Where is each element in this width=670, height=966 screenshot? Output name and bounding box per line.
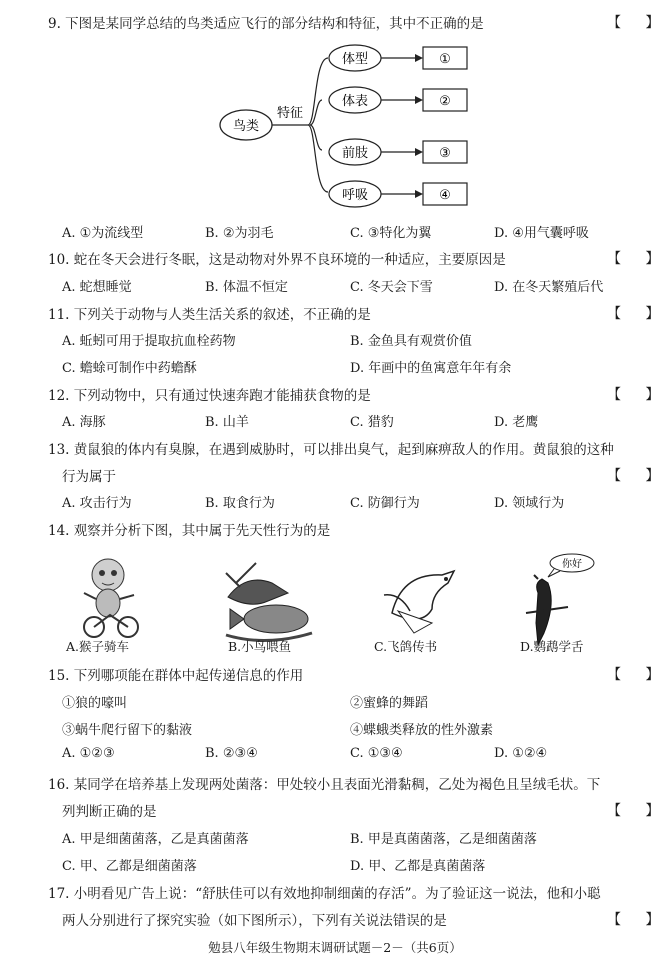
- q9-option-a: A. ①为流线型: [62, 226, 144, 241]
- q17-bracket: 【 】: [607, 912, 670, 928]
- box-2: ②: [439, 94, 451, 109]
- q11-stem: 11. 下列关于动物与人类生活关系的叙述，不正确的是: [48, 307, 371, 323]
- q17-stem-line2: 两人分别进行了探究实验（如下图所示），下列有关说法错误的是: [62, 913, 447, 929]
- page-footer: 勉县八年级生物期末调研试题－2－（共6页）: [208, 940, 462, 955]
- q14-stem: 14. 观察并分析下图，其中属于先天性行为的是: [48, 523, 331, 539]
- q16-stem-line2: 列判断正确的是: [62, 804, 157, 820]
- q15-option-b: B. ②③④: [205, 746, 258, 761]
- q13-option-a: A. 攻击行为: [62, 496, 132, 511]
- q9-option-b: B. ②为羽毛: [205, 226, 274, 241]
- q13-bracket: 【 】: [607, 468, 670, 484]
- q14-caption-d: D.鹦鹉学舌: [520, 639, 584, 654]
- box-4: ④: [439, 188, 451, 203]
- q16-option-a: A. 甲是细菌菌落，乙是真菌菌落: [62, 832, 249, 847]
- q16-option-b: B. 甲是真菌菌落，乙是细菌菌落: [350, 832, 537, 847]
- q12-stem: 12. 下列动物中，只有通过快速奔跑才能捕获食物的是: [48, 388, 371, 404]
- q11-option-b: B. 金鱼具有观赏价值: [350, 334, 472, 349]
- q9-bracket: 【 】: [607, 15, 670, 31]
- q14-caption-a: A.猴子骑车: [66, 639, 130, 654]
- box-1: ①: [439, 52, 451, 67]
- q10-bracket: 【 】: [607, 251, 670, 267]
- q16-option-d: D. 甲、乙都是真菌菌落: [350, 859, 486, 874]
- svg-text:前肢: 前肢: [341, 146, 369, 161]
- q13-option-c: C. 防御行为: [350, 496, 420, 511]
- q15-item-4: ④蝶蛾类释放的性外激素: [350, 723, 494, 738]
- q13-stem: 13. 黄鼠狼的体内有臭腺，在遇到威胁时，可以排出臭气，起到麻痹敌人的作用。黄鼠狼的这种: [48, 442, 614, 458]
- brace-inner: [310, 100, 322, 150]
- q12-option-a: A. 海豚: [62, 415, 106, 430]
- q16-option-c: C. 甲、乙都是细菌菌落: [62, 859, 197, 874]
- edge-label: 特征: [276, 106, 304, 121]
- q11-bracket: 【 】: [607, 306, 670, 322]
- q16-stem: 16. 某同学在培养基上发现两处菌落：甲处较小且表面光滑黏稠，乙处为褐色且呈绒毛状。下: [48, 777, 601, 793]
- svg-text:呼吸: 呼吸: [341, 188, 369, 203]
- q16-bracket: 【 】: [607, 803, 670, 819]
- q10-option-a: A. 蛇想睡觉: [62, 280, 132, 295]
- q15-option-d: D. ①②④: [494, 746, 548, 761]
- q11-option-c: C. 蟾蜍可制作中药蟾酥: [62, 361, 197, 376]
- q10-option-d: D. 在冬天繁殖后代: [494, 280, 604, 295]
- q15-item-3: ③蜗牛爬行留下的黏液: [62, 723, 193, 738]
- q15-item-1: ①狼的嚎叫: [62, 696, 128, 711]
- root-label: 鸟类: [232, 119, 260, 134]
- q10-stem: 10. 蛇在冬天会进行冬眠，这是动物对外界不良环境的一种适应，主要原因是: [48, 252, 506, 268]
- q11-option-d: D. 年画中的鱼寓意年年有余: [350, 361, 512, 376]
- q9-option-d: D. ④用气囊呼吸: [494, 226, 589, 241]
- box-3: ③: [439, 146, 451, 161]
- q17-stem: 17. 小明看见广告上说：“舒肤佳可以有效地抑制细菌的存活”。为了验证这一说法，他和小聪: [48, 886, 601, 902]
- q15-item-2: ②蜜蜂的舞蹈: [350, 696, 429, 711]
- q13-stem-line2: 行为属于: [62, 469, 116, 485]
- q11-option-a: A. 蚯蚓可用于提取抗血栓药物: [62, 334, 236, 349]
- q13-option-d: D. 领域行为: [494, 496, 565, 511]
- q9-option-c: C. ③特化为翼: [350, 226, 432, 241]
- speech-bubble-text: 你好: [562, 559, 582, 570]
- q10-option-b: B. 体温不恒定: [205, 280, 288, 295]
- q9-diagram: [210, 38, 470, 216]
- svg-text:体表: 体表: [341, 94, 369, 109]
- q12-option-d: D. 老鹰: [494, 415, 539, 430]
- q12-bracket: 【 】: [607, 387, 670, 403]
- q14-caption-b: B.小鸟喂鱼: [228, 639, 292, 654]
- q14-caption-c: C.飞鸽传书: [374, 639, 438, 654]
- q15-bracket: 【 】: [607, 667, 670, 683]
- svg-text:体型: 体型: [341, 52, 369, 67]
- q9-stem: 9. 下图是某同学总结的鸟类适应飞行的部分结构和特征，其中不正确的是: [48, 16, 484, 32]
- q15-stem: 15. 下列哪项能在群体中起传递信息的作用: [48, 668, 304, 684]
- q12-option-c: C. 猎豹: [350, 415, 394, 430]
- q13-option-b: B. 取食行为: [205, 496, 275, 511]
- q15-option-c: C. ①③④: [350, 746, 403, 761]
- q15-option-a: A. ①②③: [62, 746, 115, 761]
- q10-option-c: C. 冬天会下雪: [350, 280, 433, 295]
- q12-option-b: B. 山羊: [205, 415, 249, 430]
